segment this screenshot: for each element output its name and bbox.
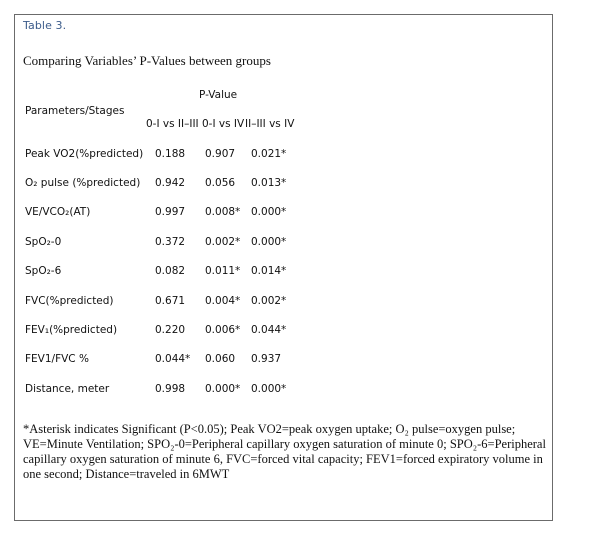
table-row	[15, 353, 554, 369]
row-value-0i-vs-iv: 0.008*	[205, 206, 241, 218]
row-value-0i-vs-iv: 0.006*	[205, 324, 241, 336]
row-value-0i-vs-iv: 0.011*	[205, 265, 241, 277]
table-row	[15, 383, 554, 399]
row-value-iiiii-vs-iv: 0.000*	[251, 206, 287, 218]
row-value-iiiii-vs-iv: 0.000*	[251, 236, 287, 248]
row-value-0i-vs-iv: 0.002*	[205, 236, 241, 248]
row-parameter: FEV1/FVC %	[25, 353, 89, 365]
row-value-0i-vs-iv: 0.060	[205, 353, 236, 365]
row-value-iiiii-vs-iv: 0.937	[251, 353, 282, 365]
table-row	[15, 236, 554, 252]
row-value-0i-vs-iiiii: 0.082	[155, 265, 186, 277]
row-parameter: Peak VO2(%predicted)	[25, 148, 144, 160]
row-parameter: VE/VCO₂(AT)	[25, 206, 91, 218]
row-value-0i-vs-iv: 0.907	[205, 148, 236, 160]
row-value-iiiii-vs-iv: 0.021*	[251, 148, 287, 160]
row-value-iiiii-vs-iv: 0.002*	[251, 295, 287, 307]
subheader-iiiii-vs-iv: II–III vs IV	[245, 118, 295, 130]
row-parameter: O₂ pulse (%predicted)	[25, 177, 141, 189]
pvalue-header: P-Value	[199, 89, 238, 101]
row-value-iiiii-vs-iv: 0.000*	[251, 383, 287, 395]
row-value-iiiii-vs-iv: 0.014*	[251, 265, 287, 277]
subheader-0i-vs-iiiii: 0-I vs II–III	[146, 118, 199, 130]
subheader-0i-vs-iv: 0-I vs IV	[202, 118, 245, 130]
row-parameter: FEV₁(%predicted)	[25, 324, 118, 336]
row-parameter: Distance, meter	[25, 383, 110, 395]
row-value-0i-vs-iiiii: 0.188	[155, 148, 186, 160]
table-row	[15, 265, 554, 281]
row-parameter: SpO₂-6	[25, 265, 62, 277]
table-label: Table 3.	[23, 19, 67, 32]
row-value-iiiii-vs-iv: 0.044*	[251, 324, 287, 336]
table-row	[15, 177, 554, 193]
params-header: Parameters/Stages	[25, 105, 125, 117]
row-parameter: FVC(%predicted)	[25, 295, 114, 307]
table-row	[15, 324, 554, 340]
row-value-0i-vs-iv: 0.000*	[205, 383, 241, 395]
row-value-iiiii-vs-iv: 0.013*	[251, 177, 287, 189]
table-caption: Comparing Variables’ P-Values between groups	[23, 53, 271, 68]
table-row	[15, 206, 554, 222]
table-row	[15, 148, 554, 164]
table-frame	[14, 14, 553, 521]
row-value-0i-vs-iv: 0.056	[205, 177, 236, 189]
row-value-0i-vs-iiiii: 0.942	[155, 177, 186, 189]
row-parameter: SpO₂-0	[25, 236, 62, 248]
row-value-0i-vs-iv: 0.004*	[205, 295, 241, 307]
table-footnote	[23, 422, 549, 482]
row-value-0i-vs-iiiii: 0.220	[155, 324, 186, 336]
row-value-0i-vs-iiiii: 0.044*	[155, 353, 191, 365]
table-row	[15, 295, 554, 311]
row-value-0i-vs-iiiii: 0.671	[155, 295, 186, 307]
row-value-0i-vs-iiiii: 0.997	[155, 206, 186, 218]
row-value-0i-vs-iiiii: 0.372	[155, 236, 186, 248]
row-value-0i-vs-iiiii: 0.998	[155, 383, 186, 395]
footnote-text: *Asterisk indicates Significant (P<0.05); Peak VO2=peak oxygen uptake; O₂ pulse=oxygen pulse; VE=Minute Ventilation; SPO₂-0=Peripheral capillary oxygen saturation of minute 0; SPO₂-6=Peripheral capillary oxygen saturation of minute 6, FVC=forced vital capacity; FEV1=forced expiratory volume in one second; Distance=traveled in 6MWT	[23, 422, 546, 481]
